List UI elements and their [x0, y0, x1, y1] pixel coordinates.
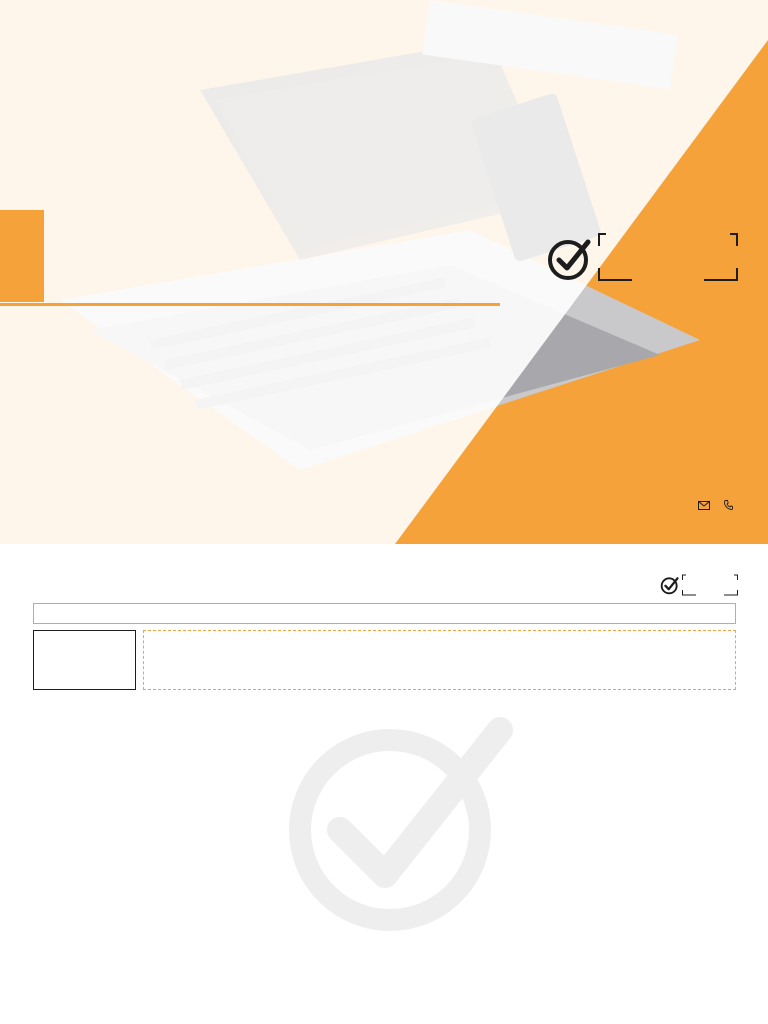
envelope-icon: [698, 501, 710, 510]
section-title: [33, 603, 736, 624]
phone-icon: [724, 500, 733, 510]
row-body: [143, 630, 736, 690]
email-contact[interactable]: [698, 501, 714, 510]
logo-frame: [598, 232, 738, 282]
logo-frame: [682, 574, 738, 596]
oposita-test-logo-small: [660, 572, 740, 598]
title-underline: [0, 303, 500, 306]
watermark-check-icon: [280, 700, 520, 940]
check-circle-icon: [546, 234, 594, 282]
row-label: [33, 630, 136, 690]
oposita-test-logo: [546, 232, 740, 286]
check-circle-icon: [660, 575, 680, 595]
contact-row: [688, 498, 737, 512]
title-accent-bar: [0, 210, 44, 302]
phone-contact[interactable]: [724, 500, 737, 510]
